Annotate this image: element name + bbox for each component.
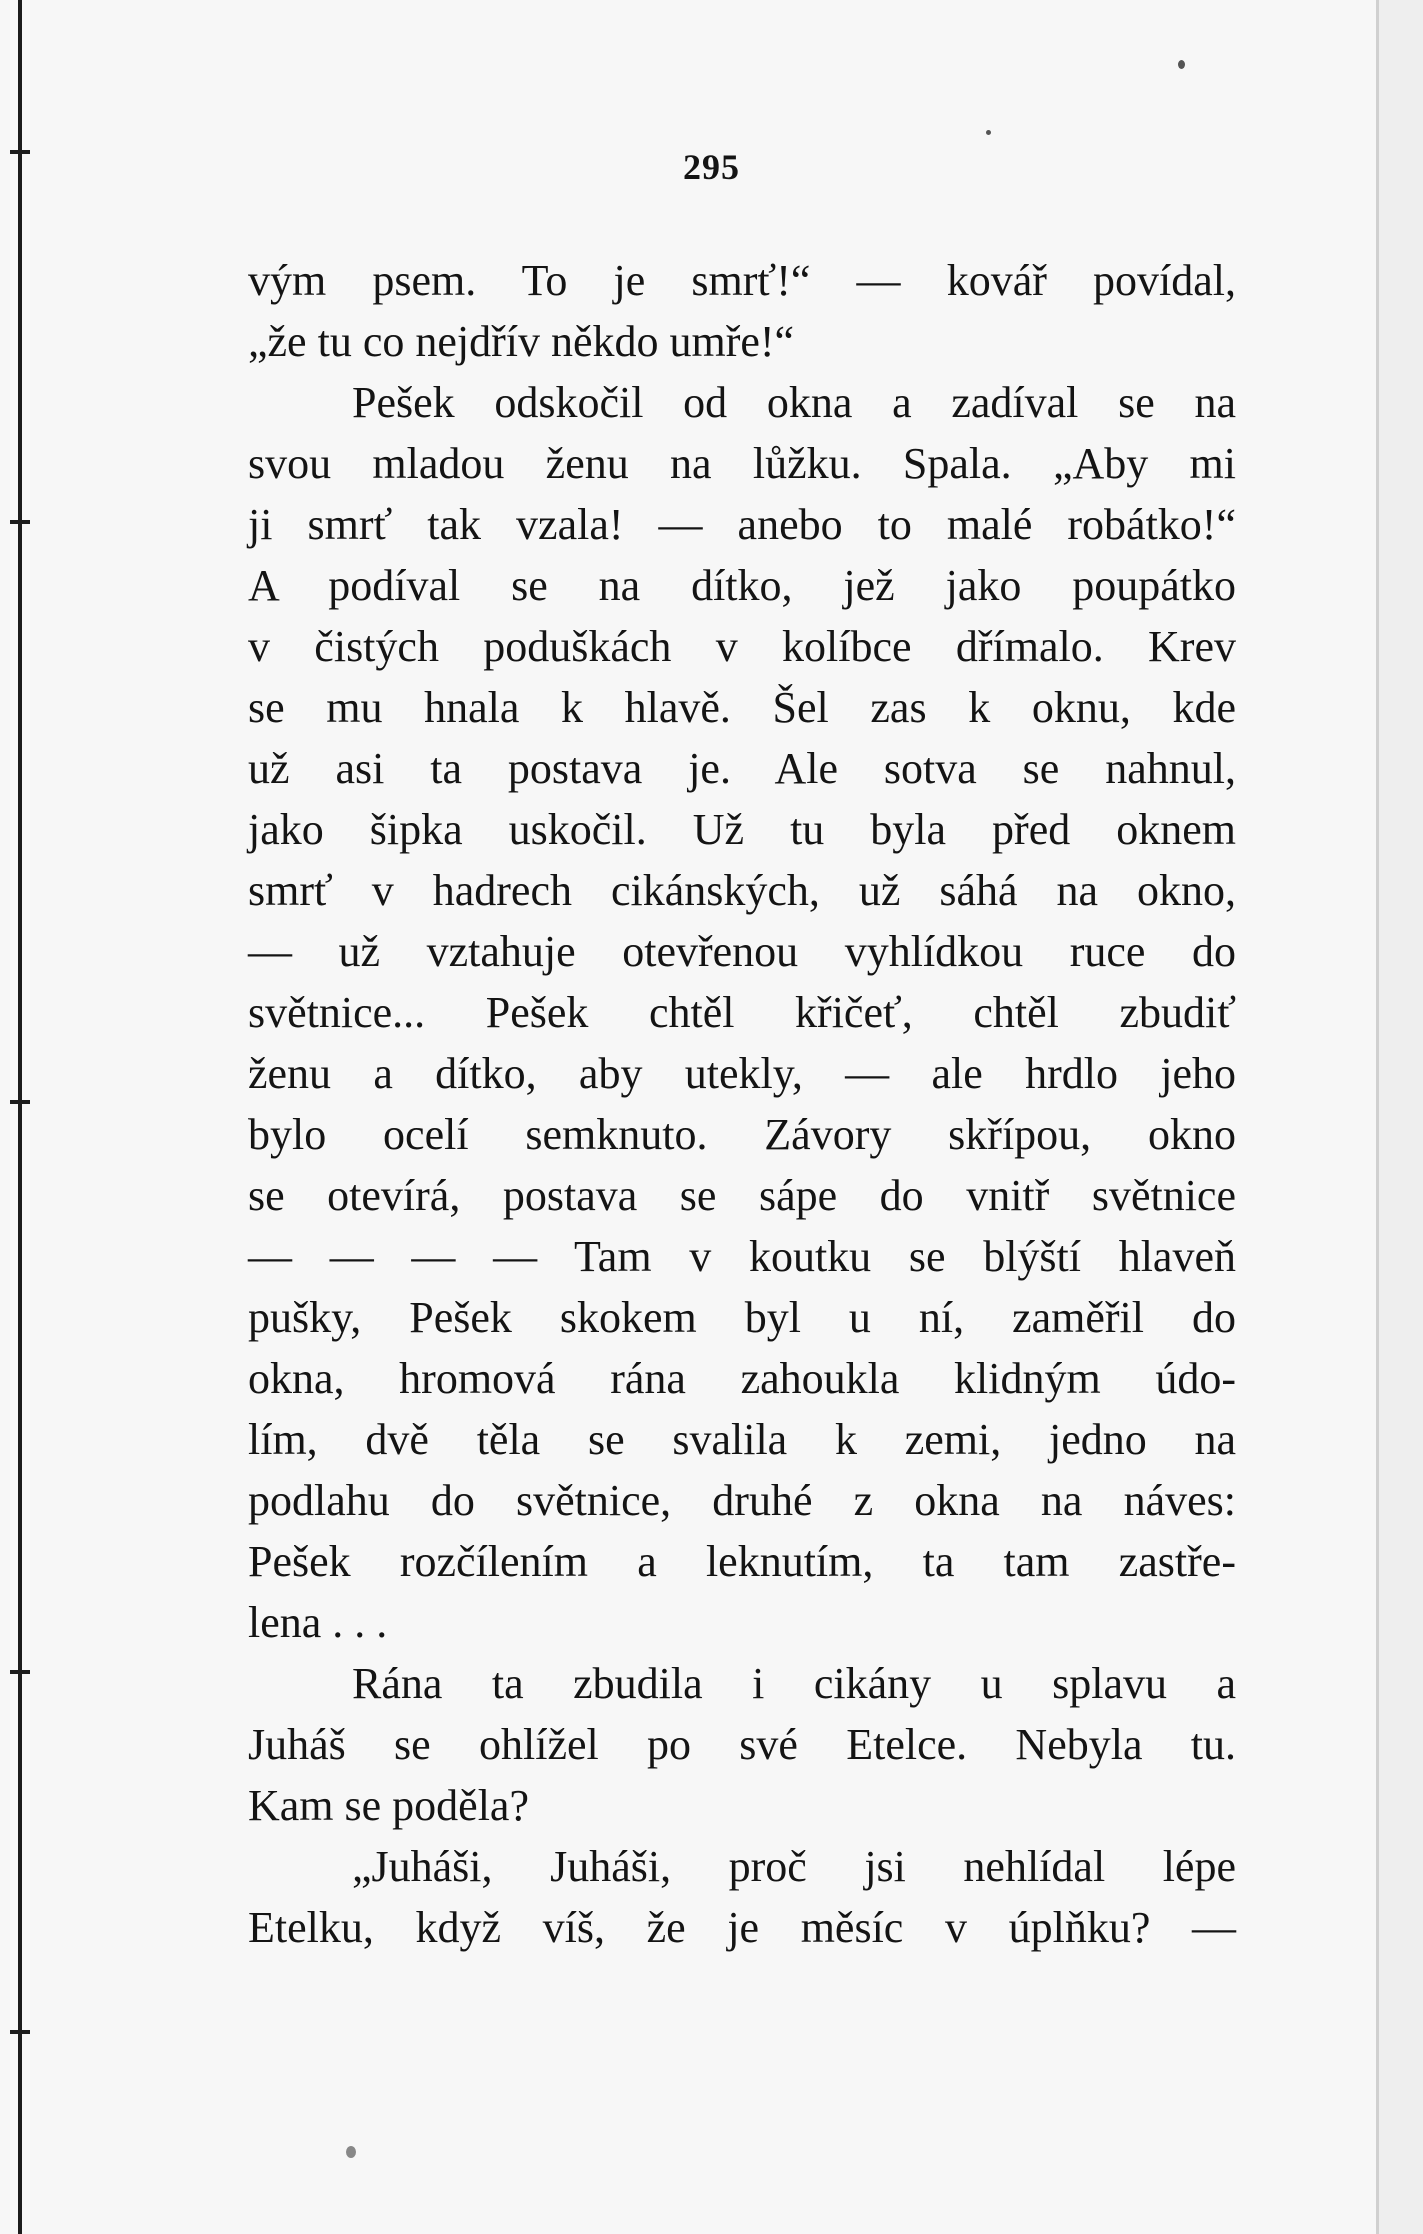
binding-mark	[10, 1670, 30, 1674]
text-line: Kam se poděla?	[248, 1781, 529, 1830]
ink-speck	[1178, 60, 1185, 69]
ink-speck	[986, 130, 991, 135]
text-line: — — — — Tam v koutku se blýští hlaveň	[248, 1232, 1236, 1281]
text-line: už asi ta postava je. Ale sotva se nahnul,	[248, 744, 1236, 793]
text-line: jako šipka uskočil. Už tu byla před oknem	[248, 805, 1236, 854]
text-line: „Juháši, Juháši, proč jsi nehlídal lépe	[352, 1842, 1236, 1891]
text-line: Juháš se ohlížel po své Etelce. Nebyla tu.	[248, 1720, 1236, 1769]
text-line: ji smrť tak vzala! — anebo to malé robátko!“	[248, 500, 1236, 549]
text-line: lím, dvě těla se svalila k zemi, jedno na	[248, 1415, 1236, 1464]
body-text	[248, 250, 1236, 1958]
text-line: svou mladou ženu na lůžku. Spala. „Aby mi	[248, 439, 1236, 488]
page-number: 295	[683, 147, 740, 187]
text-line: Rána ta zbudila i cikány u splavu a	[352, 1659, 1236, 1708]
page-margin-shadow	[1379, 0, 1423, 2234]
text-line: bylo ocelí semknuto. Závory skřípou, okno	[248, 1110, 1236, 1159]
text-line: ženu a dítko, aby utekly, — ale hrdlo jeho	[248, 1049, 1236, 1098]
text-line: se mu hnala k hlavě. Šel zas k oknu, kde	[248, 683, 1236, 732]
text-line: Etelku, když víš, že je měsíc v úplňku? —	[248, 1903, 1236, 1952]
text-line: pušky, Pešek skokem byl u ní, zaměřil do	[248, 1293, 1236, 1342]
binding-mark	[10, 2030, 30, 2034]
binding-mark	[10, 520, 30, 524]
text-line: smrť v hadrech cikánských, už sáhá na okno,	[248, 866, 1236, 915]
text-line: „že tu co nejdřív někdo umře!“	[248, 317, 795, 366]
text-line: podlahu do světnice, druhé z okna na náves:	[248, 1476, 1236, 1525]
page-binding-edge	[18, 0, 22, 2234]
text-line: světnice... Pešek chtěl křičeť, chtěl zbudiť	[248, 988, 1236, 1037]
ink-speck	[346, 2146, 356, 2158]
text-line: vým psem. To je smrť!“ — kovář povídal,	[248, 256, 1236, 305]
text-line: Pešek rozčílením a leknutím, ta tam zastře-	[248, 1537, 1236, 1586]
text-line: A podíval se na dítko, jež jako poupátko	[248, 561, 1236, 610]
text-line: — už vztahuje otevřenou vyhlídkou ruce do	[248, 927, 1236, 976]
text-line: Pešek odskočil od okna a zadíval se na	[352, 378, 1236, 427]
text-line: v čistých poduškách v kolíbce dřímalo. Krev	[248, 622, 1236, 671]
text-line: okna, hromová rána zahoukla klidným údo-	[248, 1354, 1236, 1403]
text-line: lena . . .	[248, 1598, 388, 1647]
text-line: se otevírá, postava se sápe do vnitř světnice	[248, 1171, 1236, 1220]
binding-mark	[10, 1100, 30, 1104]
